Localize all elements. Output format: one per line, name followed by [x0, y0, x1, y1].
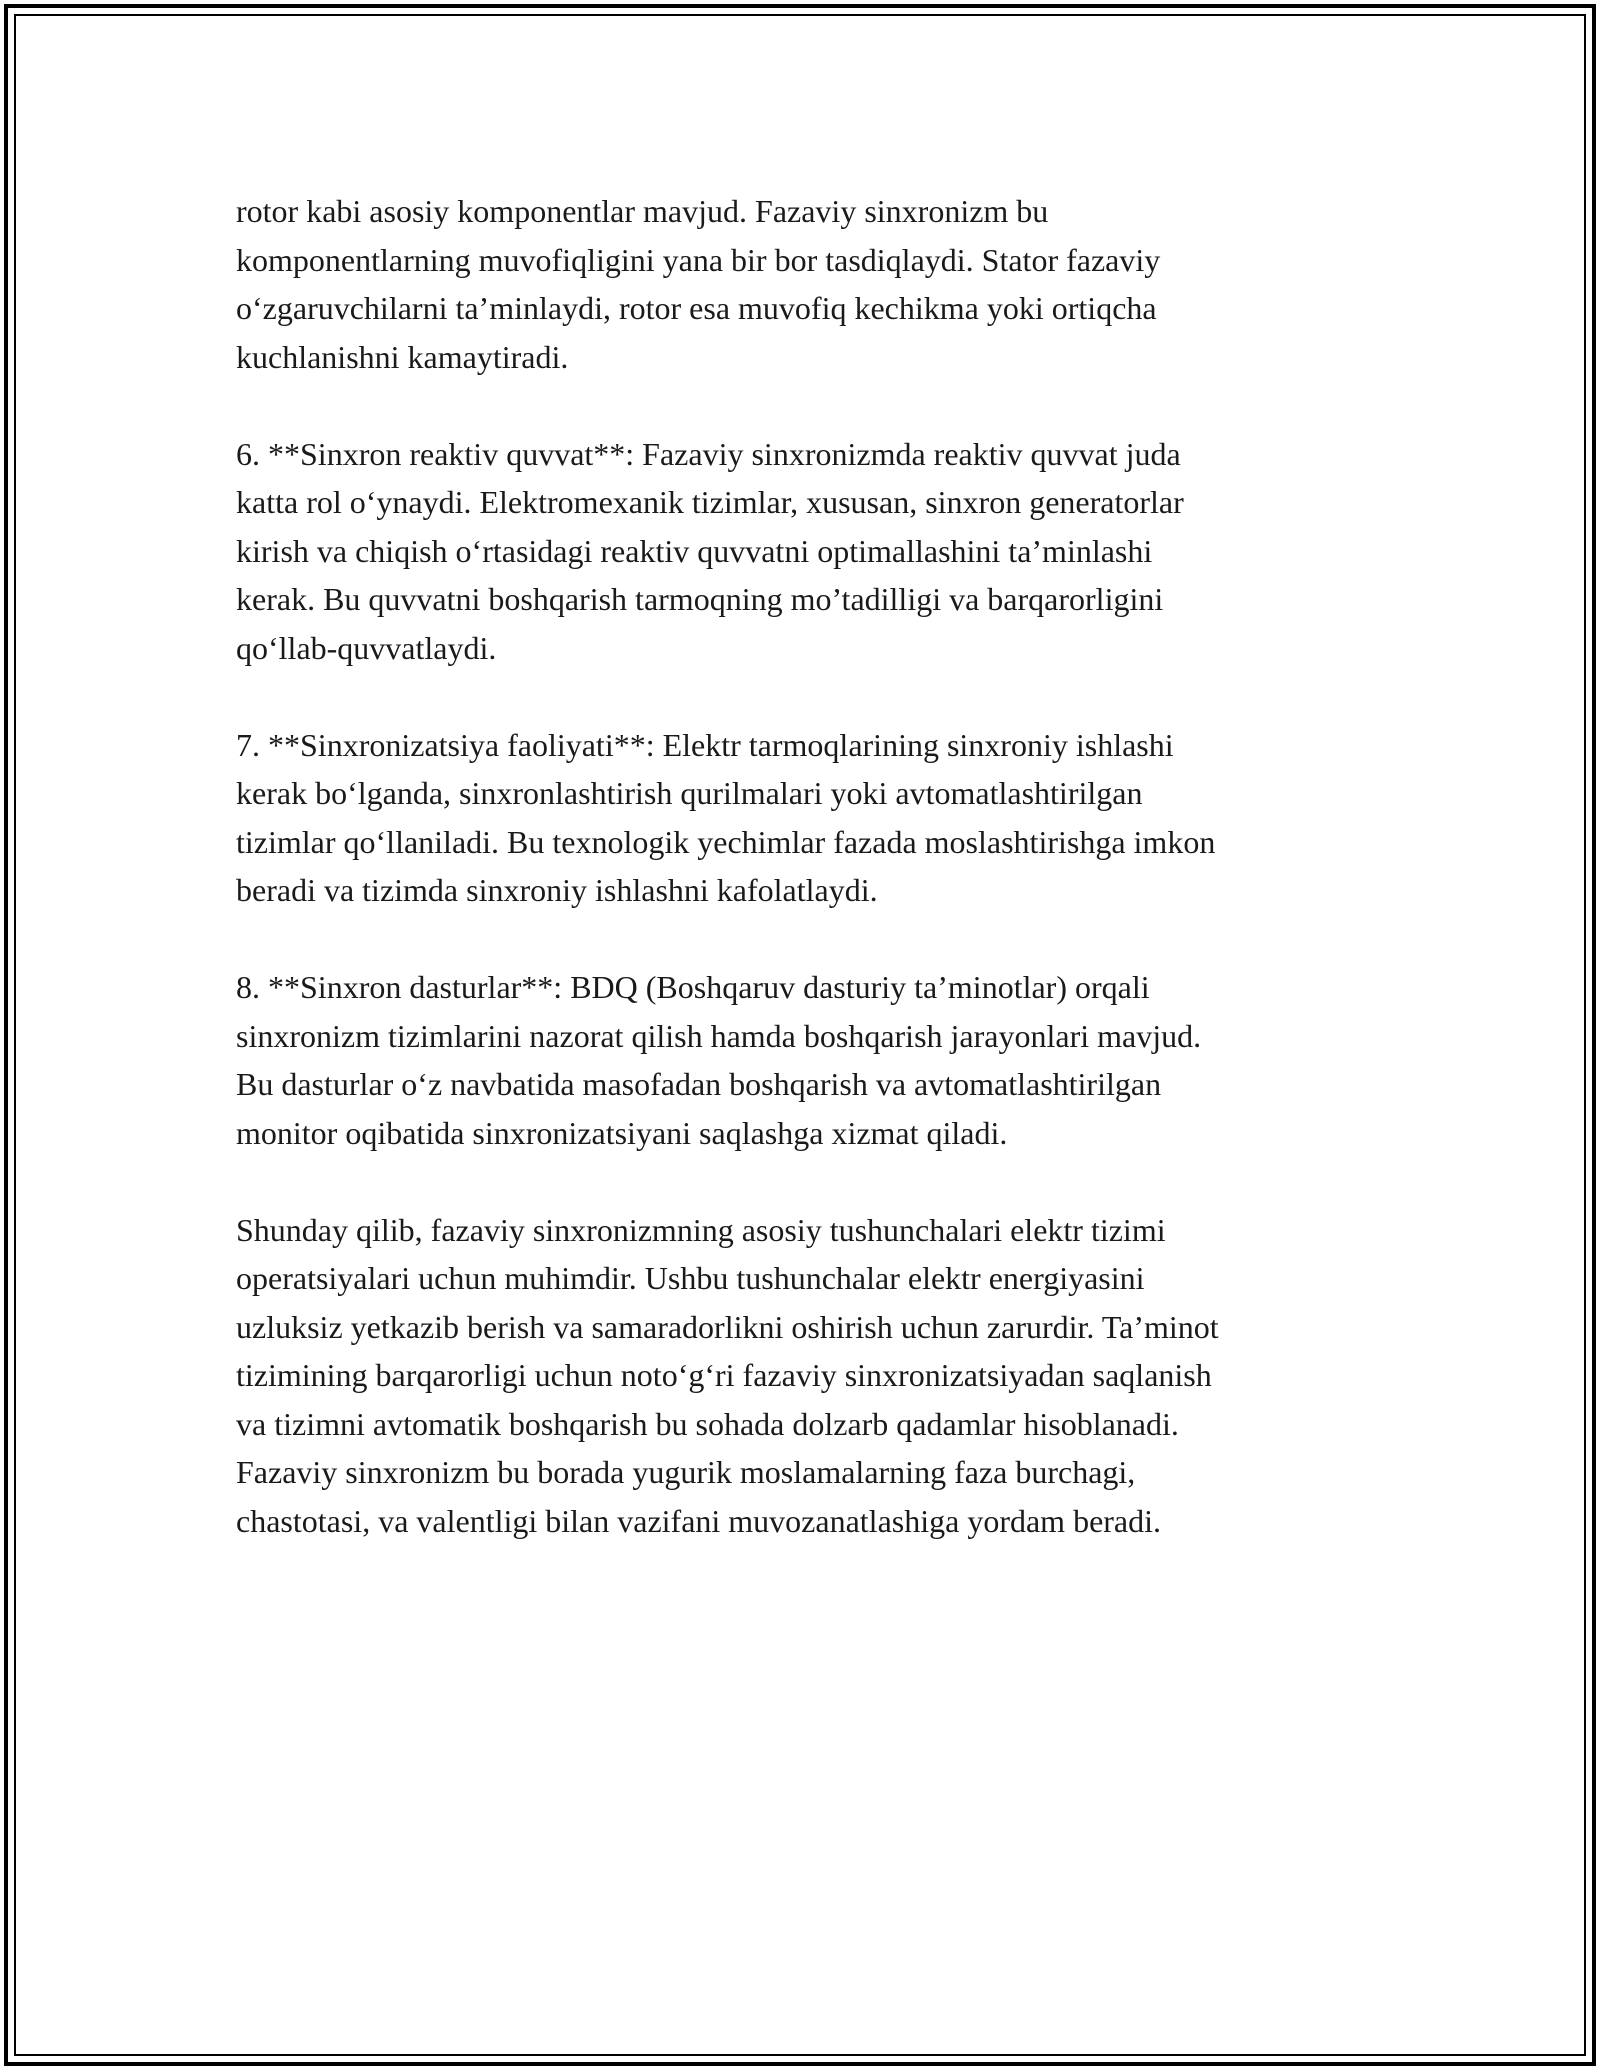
text-line: beradi va tizimda sinxroniy ishlashni kafolatlaydi. — [236, 872, 878, 908]
paragraph-item-6 — [236, 430, 1376, 673]
text-line: sinxronizm tizimlarini nazorat qilish hamda boshqarish jarayonlari mavjud. — [236, 1017, 1202, 1054]
text-line: kerak bo‘lganda, sinxronlashtirish qurilmalari yoki avtomatlashtirilgan — [236, 775, 1143, 811]
text-line: kirish va chiqish o‘rtasidagi reaktiv quvvatni optimallashini ta’minlashi — [236, 532, 1153, 569]
text-line: Fazaviy sinxronizm bu borada yugurik moslamalarning faza burchagi, — [236, 1454, 1136, 1490]
text-line: kuchlanishni kamaytiradi. — [236, 338, 569, 375]
text-line: uzluksiz yetkazib berish va samaradorlikni oshirish uchun zarurdir. Ta’minot — [236, 1308, 1219, 1345]
text-line: Shunday qilib, fazaviy sinxronizmning asosiy tushunchalari elektr tizimi — [236, 1211, 1166, 1248]
text-line: Bu dasturlar o‘z navbatida masofadan boshqarish va avtomatlashtirilgan — [236, 1066, 1162, 1102]
text-line: chastotasi, va valentligi bilan vazifani muvozanatlashiga yordam beradi. — [236, 1502, 1162, 1539]
text-line: 7. **Sinxronizatsiya faoliyati**: Elektr tarmoqlarining sinxroniy ishlashi — [236, 726, 1174, 763]
paragraph-rotor-components — [236, 187, 1376, 381]
text-line: komponentlarning muvofiqligini yana bir bor tasdiqlaydi. Stator fazaviy — [236, 241, 1161, 278]
text-line: operatsiyalari uchun muhimdir. Ushbu tushunchalar elektr energiyasini — [236, 1260, 1145, 1296]
text-line: o‘zgaruvchilarni ta’minlaydi, rotor esa muvofiq kechikma yoki ortiqcha — [236, 290, 1157, 326]
text-line: 8. **Sinxron dasturlar**: BDQ (Boshqaruv dasturiy ta’minotlar) orqali — [236, 969, 1150, 1005]
text-line: tizimlar qo‘llaniladi. Bu texnologik yechimlar fazada moslashtirishga imkon — [236, 823, 1216, 860]
paragraph-item-8 — [236, 963, 1376, 1157]
text-line: va tizimni avtomatik boshqarish bu sohada dolzarb qadamlar hisoblanadi. — [236, 1405, 1179, 1442]
paragraph-conclusion — [236, 1206, 1376, 1546]
document-body — [236, 187, 1376, 1594]
text-line: monitor oqibatida sinxronizatsiyani saqlashga xizmat qiladi. — [236, 1114, 1008, 1151]
text-line: qo‘llab-quvvatlaydi. — [236, 629, 497, 666]
paragraph-item-7 — [236, 721, 1376, 915]
text-line: kerak. Bu quvvatni boshqarish tarmoqning mo’tadilligi va barqarorligini — [236, 581, 1164, 617]
text-line: katta rol o‘ynaydi. Elektromexanik tizimlar, xususan, sinxron generatorlar — [236, 484, 1184, 520]
text-line: 6. **Sinxron reaktiv quvvat**: Fazaviy sinxronizmda reaktiv quvvat juda — [236, 435, 1181, 472]
text-line: tizimining barqarorligi uchun noto‘g‘ri fazaviy sinxronizatsiyadan saqlanish — [236, 1357, 1212, 1393]
text-line: rotor kabi asosiy komponentlar mavjud. Fazaviy sinxronizm bu — [236, 193, 1049, 229]
